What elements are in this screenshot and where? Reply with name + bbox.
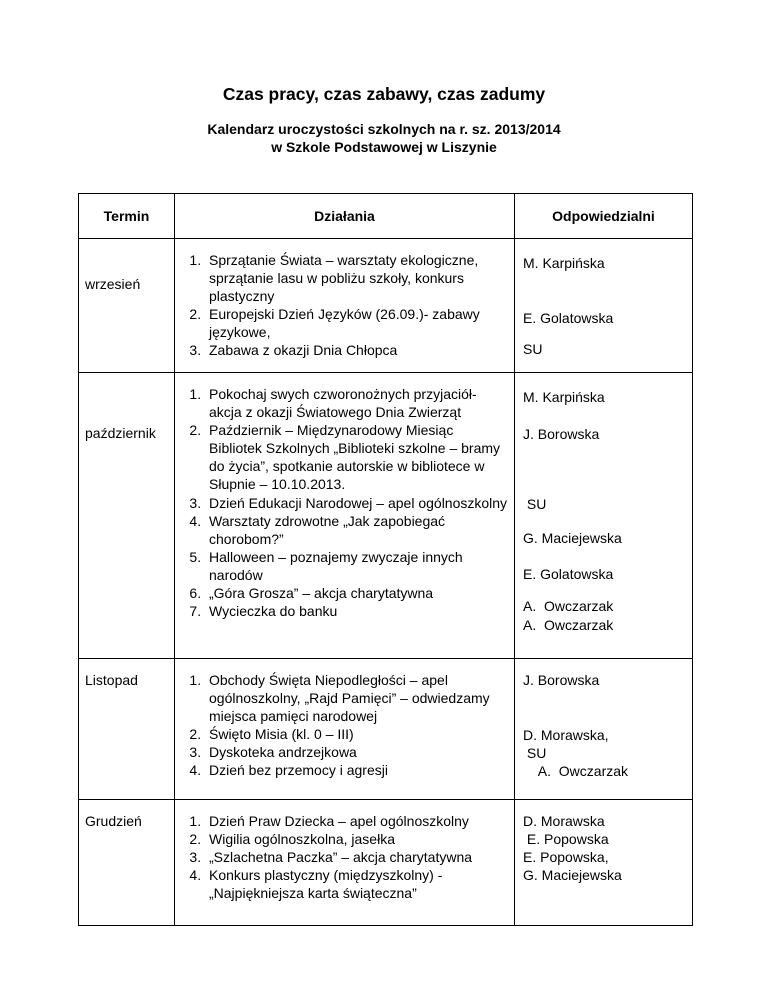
responsible-cell — [515, 239, 693, 373]
responsible-person: A. Owczarzak — [523, 598, 614, 615]
responsible-person: E. Popowska — [523, 831, 609, 848]
list-item: 2. Święto Misia (kl. 0 – III) — [205, 725, 508, 743]
header-term: Termin — [79, 194, 175, 239]
activities-cell — [175, 659, 515, 800]
responsible-person: A. Owczarzak — [523, 763, 629, 780]
list-item: 1. Pokochaj swych czworonożnych przyjaciół- akcja z okazji Światowego Dnia Zwierząt — [205, 385, 508, 421]
header-activities: Działania — [175, 194, 515, 239]
responsible-person: SU — [523, 341, 543, 358]
list-item: 3. Dyskoteka andrzejkowa — [205, 743, 508, 761]
term-cell — [79, 659, 175, 800]
list-item: 3. Zabawa z okazji Dnia Chłopca — [205, 341, 508, 359]
responsible-person: D. Morawska — [523, 813, 605, 829]
responsible-person: G. Maciejewska — [523, 867, 622, 884]
term-cell — [79, 239, 175, 373]
table-row — [79, 800, 693, 926]
responsible-person: SU — [523, 745, 547, 762]
activities-cell — [175, 373, 515, 659]
list-item: 2. Październik – Międzynarodowy Miesiąc Bibliotek Szkolnych „Biblioteki szkolne – bramy do życia”, spotkanie autorskie w bibliotece w Słupnie – 10.10.2013. — [205, 421, 508, 493]
list-item: 2. Wigilia ogólnoszkolna, jasełka — [205, 830, 508, 848]
responsible-person: A. Owczarzak — [523, 616, 614, 633]
list-item: 6. „Góra Grosza” – akcja charytatywna — [205, 584, 508, 602]
term-label: Listopad — [85, 672, 138, 688]
activities-list — [181, 671, 508, 780]
activities-list — [181, 812, 508, 902]
responsible-person: E. Golatowska — [523, 310, 614, 327]
term-cell — [79, 373, 175, 659]
activities-cell — [175, 239, 515, 373]
responsible-person: M. Karpińska — [523, 255, 605, 271]
term-label: wrzesień — [85, 276, 141, 292]
table-row — [79, 239, 693, 373]
subtitle-line-2: w Szkole Podstawowej w Liszynie — [271, 139, 497, 155]
responsible-cell — [515, 659, 693, 800]
responsible-person: E. Popowska, — [523, 849, 609, 866]
activities-list — [181, 385, 508, 620]
responsible-person: E. Golatowska — [523, 566, 614, 583]
responsible-cell — [515, 373, 693, 659]
subtitle-line-1: Kalendarz uroczystości szkolnych na r. sz. 2013/2014 — [207, 121, 561, 137]
list-item: 1. Obchody Święta Niepodległości – apel ogólnoszkolny, „Rajd Pamięci” – odwiedzamy miejsca pamięci narodowej — [205, 671, 508, 725]
responsible-person: D. Morawska, — [523, 727, 609, 744]
table-header-row — [79, 194, 693, 239]
document-subtitle — [0, 120, 768, 156]
document-title: Czas pracy, czas zabawy, czas zadumy — [222, 84, 546, 104]
table-row — [79, 373, 693, 659]
list-item: 1. Dzień Praw Dziecka – apel ogólnoszkolny — [205, 812, 508, 830]
list-item: 7. Wycieczka do banku — [205, 602, 508, 620]
list-item: 1. Sprzątanie Świata – warsztaty ekologiczne, sprzątanie lasu w pobliżu szkoły, konkurs plastyczny — [205, 251, 508, 305]
responsible-person: J. Borowska — [523, 426, 600, 443]
list-item: 3. Dzień Edukacji Narodowej – apel ogólnoszkolny — [205, 494, 508, 512]
list-item: 4. Dzień bez przemocy i agresji — [205, 761, 508, 779]
responsible-person: G. Maciejewska — [523, 530, 622, 547]
responsible-person: M. Karpińska — [523, 389, 605, 405]
list-item: 2. Europejski Dzień Języków (26.09.)- zabawy językowe, — [205, 305, 508, 341]
activities-list — [181, 251, 508, 360]
term-cell — [79, 800, 175, 926]
list-item: 4. Konkurs plastyczny (międzyszkolny) - „Najpiękniejsza karta świąteczna” — [205, 866, 508, 902]
list-item: 4. Warsztaty zdrowotne „Jak zapobiegać chorobom?” — [205, 512, 508, 548]
list-item: 3. „Szlachetna Paczka” – akcja charytatywna — [205, 848, 508, 866]
header-responsible: Odpowiedzialni — [515, 194, 693, 239]
table-row — [79, 659, 693, 800]
responsible-cell — [515, 800, 693, 926]
term-label: Grudzień — [85, 813, 142, 829]
responsible-person: SU — [523, 496, 547, 513]
responsible-person: J. Borowska — [523, 672, 600, 688]
schedule-table — [78, 193, 693, 926]
activities-cell — [175, 800, 515, 926]
list-item: 5. Halloween – poznajemy zwyczaje innych narodów — [205, 548, 508, 584]
term-label: październik — [85, 425, 156, 441]
